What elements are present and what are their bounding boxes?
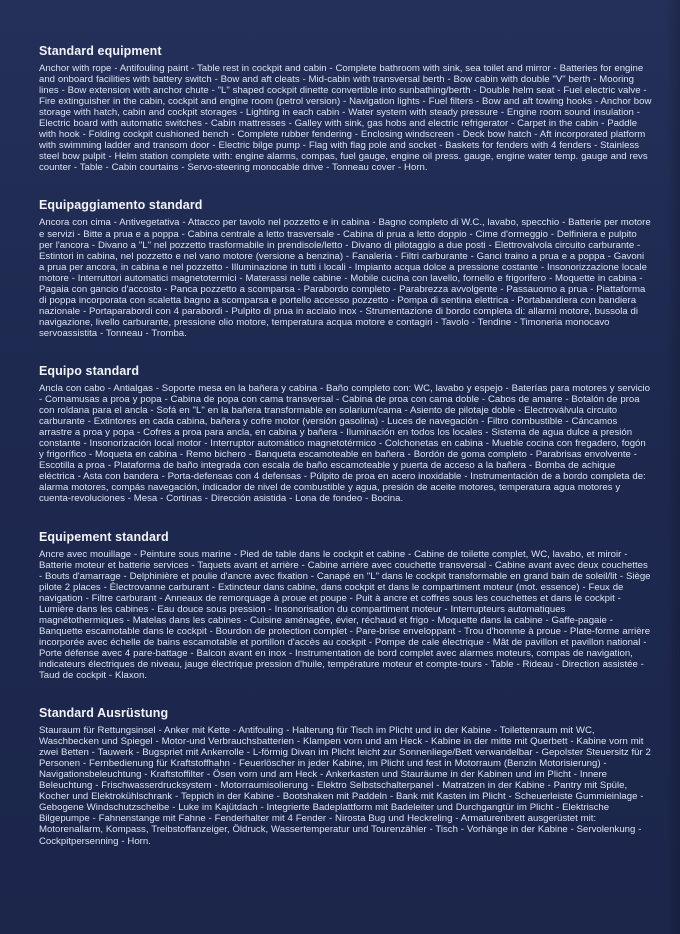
- section-title: Equipo standard: [39, 363, 140, 378]
- section-title: Equipaggiamento standard: [39, 198, 203, 213]
- section-text: Ancora con cima - Antivegetativa - Attacco per tavolo nel pozzetto e in cabina - Bagno completo di W.C., lavabo, specchio - Batterie per motore e servizi - Bitte a prua e a poppa - Cabina centrale a letto trasversale - Cabina di prua a letto doppio - Cime d'ormeggio - Delfiniera e pulpito per l'ancora - Divano a "L" nel pozzetto trasformabile in prendisole/letto - Divano di pilotaggio a due posti - Elettrovalvola circuito carburante - Estintori in cabina, nel pozzetto e nel vano motore (versione a benzina) - Fanaleria - Filtri carburante - Ganci traino a prua e a poppa - Gavoni a prua per ancora, in cabina e nel pozzetto - Illuminazione in tutti i locali - Impianto acqua dolce a pressione costante - Insonorizzazione locale motore - Interruttori automatici magnetotermici - Materassi nelle cabine - Mobile cucina con lavello, fornello e frigorifero - Moquette in cabina - Pagaia con gancio d'accosto - Panca pozzetto a scomparsa - Parabordo completo - Parabrezza avvolgente - Passauomo a prua - Piattaforma di poppa incorporata con scaletta bagno a scomparsa e portello accesso pozzetto - Pompa di sentina elettrica - Portabandiera con bandiera nazionale - Portaparabordi con 4 parabordi - Pulpito di prua in acciaio inox - Strumentazione di bordo completa di: allarmi motore, bussola di navigazione, livello carburante, pressione olio motore, temperatura acqua motore e contagiri - Tavolo - Tendine - Timoneria monocavo servoassistita - Tonneau - Tromba.: [39, 217, 651, 339]
- section-standard-equipment-de: [39, 706, 652, 847]
- section-standard-equipment-it: [39, 198, 652, 339]
- page-edge-shadow: [666, 0, 680, 934]
- section-text: Ancre avec mouillage - Peinture sous marine - Pied de table dans le cockpit et cabine - Cabine de toilette complet, WC, lavabo, et miroir - Batterie moteur et batterie services - Taquets avant et arrière - Cabine arrière avec couchette transversal - Cabine avant avec deux couchettes - Bouts d'amarrage - Delphinière et poulie d'ancre avec fixation - Canapé en "L" dans le cockpit transformable en grand bain de soleil/lit - Siège pilote 2 places - Électrovanne carburant - Extincteur dans cabine, dans cockpit et dans le compartiment moteur (mot. essence) - Feux de navigation - Filtre carburant - Anneaux de remorquage à proue et poupe - Puit à ancre et coffres sous les couchettes et dans le cockpit - Lumière dans les cabines - Eau douce sous pression - Insonorisation du compartiment moteur - Interrupteurs automatiques magnétothermiques - Matelas dans les cabines - Cuisine aménagée, évier, réchaud et frigo - Moquette dans la cabine - Gaffe-pagaie - Banquette escamotable dans le cockpit - Bourdon de protection complet - Pare-brise enveloppant - Trou d'homme à proue - Plate-forme arrière incorporée avec échelle de bains escamotable et portillon d'accès au cockpit - Pompe de cale électrique - Mât de pavillon et pavillon national - Porte défense avec 4 pare-battage - Balcon avant en inox - Instrumentation de bord complet avec alarmes moteurs, compas de navigation, indicateurs électriques de niveau, jauge électrique pression d'huile, température moteur et compte-tours - Table - Rideau - Direction assistée - Taud de cockpit - Klaxon.: [39, 548, 651, 682]
- section-title: Standard equipment: [39, 44, 162, 58]
- section-standard-equipment-fr: [39, 530, 652, 682]
- section-standard-equipment-en: [39, 44, 652, 173]
- section-text: Anchor with rope - Antifouling paint - Table rest in cockpit and cabin - Complete bathroom with sink, sea toilet and mirror - Batteries for engine and onboard facilities with battery switch - Bow and aft cleats - Mid-cabin with transversal berth - Bow cabin with double "V" berth - Mooring lines - Bow extension with anchor chute - "L" shaped cockpit dinette convertible into sunbathing/berth - Double helm seat - Fuel electric valve - Fire extinguisher in the cabin, cockpit and engine room (petrol version) - Navigation lights - Fuel filters - Bow and aft towing hooks - Anchor bow storage with hatch, cabin and cockpit storages - Lighting in each cabin - Water system with steady pressure - Engine room sound insulation - Electric board with automatic switches - Cabin mattresses - Galley with sink, gas hobs and electric refrigerator - Carpet in the cabin - Paddle with hook - Folding cockpit cushioned bench - Complete rubber fendering - Enclosing windscreen - Deck bow hatch - Aft incorporated platform with swimming ladder and transom door - Electric bilge pump - Flag with flag pole and socket - Baskets for fenders with 4 fenders - Stainless steel bow pulpit - Helm station complete with: engine alarms, compas, fuel gauge, engine oil press. gauge, engine water temp. gauge and revs counter - Table - Cabin courtains - Servo-steering monocable drive - Tonneau cover - Horn.: [39, 63, 652, 174]
- section-title: Standard Ausrüstung: [39, 706, 169, 721]
- section-title: Equipement standard: [39, 529, 169, 544]
- section-standard-equipment-es: [39, 364, 652, 505]
- section-text: Ancla con cabo - Antialgas - Soporte mesa en la bañera y cabina - Baño completo con: WC, lavabo y espejo - Baterías para motores y servicio - Cornamusas a proa y popa - Cabina de popa con cama transversal - Cabina de proa con cama doble - Cabos de amarre - Botalón de proa con roldana para el ancla - Sofá en "L" en la bañera transformable en solarium/cama - Asiento de pilotaje doble - Electroválvula circuito carburante - Extintores en cada cabina, bañera y cofre motor (versión gasolina) - Luces de navegación - Filtro combustible - Cáncamos arrastre a proa y popa - Cofres a proa para ancla, en cabina y bañera - Iluminación en todos los locales - Sistema de agua dulce a presión constante - Insonorización local motor - Interruptor automático magnetotérmico - Colchonetas en cabina - Mueble cocina con fregadero, fogón y frigorífico - Moqueta en cabina - Remo bichero - Banqueta escamoteable en bañera - Bordón de goma completo - Parabrisas envolvente - Escotilla a proa - Plataforma de baño integrada con escala de baño escamoteable y puerta de acceso a la bañera - Bomba de achique eléctrica - Asta con bandera - Porta-defensas con 4 defensas - Púlpito de proa en acero inoxidable - Instrumentación de a bordo completa de: alarma motores, compás navegación, indicador de nivel de combustible y agua, presión de aceite motores, temperatura agua motores y cuenta-revoluciones - Mesa - Cortinas - Dirección asistida - Lona de fondeo - Bocina.: [39, 382, 650, 505]
- section-text: Stauraum für Rettungsinsel - Anker mit Kette - Antifouling - Halterung für Tisch im Plicht und in der Kabine - Toilettenraum mit WC, Waschbecken und Spiegel - Motor-und Verbrauchsbatterien - Klampen vorn und am Heck - Kabine in der mitte mit Querbett - Kabine vorn mit zwei Betten - Tauwerk - Bugspriet mit Ankerrolle - L-förmig Divan im Plicht leicht zur Sonnenliege/Bett verwandelbar - Gepolster Steuersitz für 2 Personen - Fernbedienung für Kraftstoffhahn - Feuerlöscher in jeder Kabine, im Plicht und fest in Motorraum (Benzin Motorisierung) - Navigationsbeleuchtung - Kraftstoffilter - Ösen vorn und am Heck - Ankerkasten und Stauräume in der Kabinen und im Plicht - Innere Beleuchtung - Frischwasserdrucksystem - Motorraumisolierung - Elektro Selbstschalterpanel - Matratzen in der Kabine - Pantry mit Spüle, Kocher und Elektrokühlschrank - Teppich in der Kabine - Bootshaken mit Paddeln - Bank mit Kasten im Plicht - Scheuerleiste Gummieinlage - Gebogene Windschutzscheibe - Luke im Kajütdach - Integrierte Badeplattform mit Badeleiter und Durchgangtür im Plicht - Elektrische Bilgepumpe - Fahnenstange mit Fahne - Fenderhalter mit 4 Fender - Nirosta Bug und Heckreling - Armaturenbrett ausgerüstet mit: Motorenallarm, Kompass, Treibstoffanzeiger, Öldruck, Wassertemperatur und Tourenzähler - Tisch - Vorhänge in der Kabine - Servolenkung - Cockpitpersenning - Horn.: [39, 725, 651, 847]
